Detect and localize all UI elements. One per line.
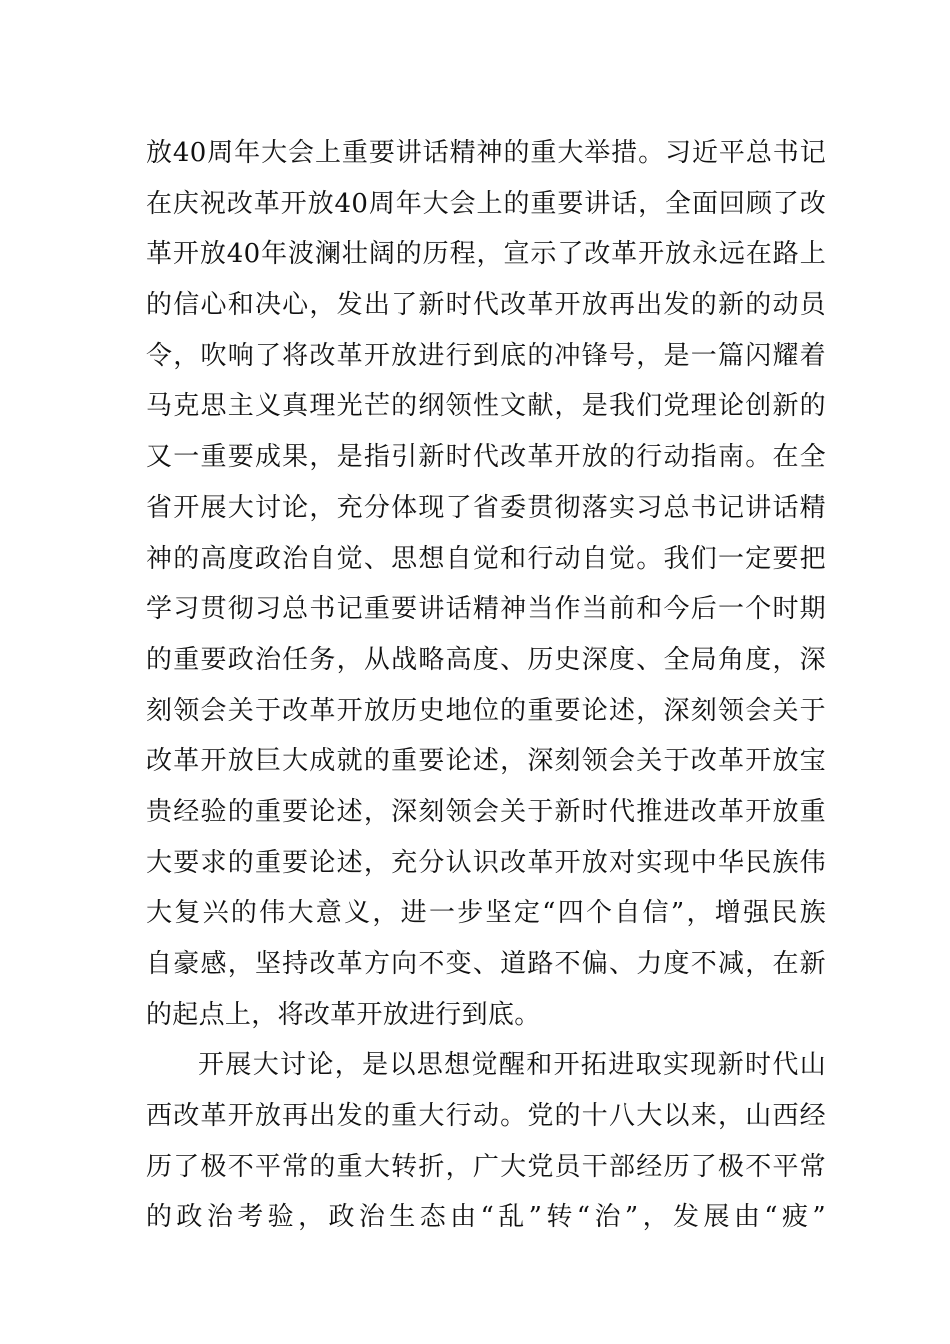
text-line: 在庆祝改革开放40周年大会上的重要讲话，全面回顾了改 bbox=[146, 188, 826, 219]
text-line: 大要求的重要论述，充分认识改革开放对实现中华民族伟 bbox=[146, 847, 826, 878]
text-line: 又一重要成果，是指引新时代改革开放的行动指南。在全 bbox=[146, 442, 826, 473]
text-line: 刻领会关于改革开放历史地位的重要论述，深刻领会关于 bbox=[146, 695, 826, 726]
text-line: 自豪感，坚持改革方向不变、道路不偏、力度不减，在新 bbox=[146, 949, 826, 979]
text-line: 放40周年大会上重要讲话精神的重大举措。习近平总书记 bbox=[146, 138, 826, 168]
text-line: 改革开放巨大成就的重要论述，深刻领会关于改革开放宝 bbox=[146, 746, 826, 777]
text-line: 大复兴的伟大意义，进一步坚定“四个自信”，增强民族 bbox=[146, 898, 826, 929]
text-line: 令，吹响了将改革开放进行到底的冲锋号，是一篇闪耀着 bbox=[146, 340, 826, 371]
text-line: 西改革开放再出发的重大行动。党的十八大以来，山西经 bbox=[146, 1101, 826, 1132]
text-line: 的重要政治任务，从战略高度、历史深度、全局角度，深 bbox=[146, 644, 826, 675]
text-line: 学习贯彻习总书记重要讲话精神当作当前和今后一个时期 bbox=[146, 594, 826, 625]
text-line: 革开放40年波澜壮阔的历程，宣示了改革开放永远在路上 bbox=[146, 239, 826, 270]
text-line: 的起点上，将改革开放进行到底。 bbox=[146, 999, 541, 1030]
text-line: 马克思主义真理光芒的纲领性文献，是我们党理论创新的 bbox=[146, 391, 826, 422]
text-line: 的信心和决心，发出了新时代改革开放再出发的新的动员 bbox=[146, 290, 826, 321]
text-line: 开展大讨论，是以思想觉醒和开拓进取实现新时代山 bbox=[198, 1050, 826, 1081]
text-line: 省开展大讨论，充分体现了省委贯彻落实习总书记讲话精 bbox=[146, 492, 826, 523]
text-line: 贵经验的重要论述，深刻领会关于新时代推进改革开放重 bbox=[146, 796, 826, 827]
body-text bbox=[146, 128, 826, 1243]
text-line: 的政治考验，政治生态由“乱”转“治”，发展由“疲” bbox=[146, 1202, 826, 1233]
text-line: 神的高度政治自觉、思想自觉和行动自觉。我们一定要把 bbox=[146, 543, 826, 574]
text-line: 历了极不平常的重大转折，广大党员干部经历了极不平常 bbox=[146, 1151, 826, 1182]
